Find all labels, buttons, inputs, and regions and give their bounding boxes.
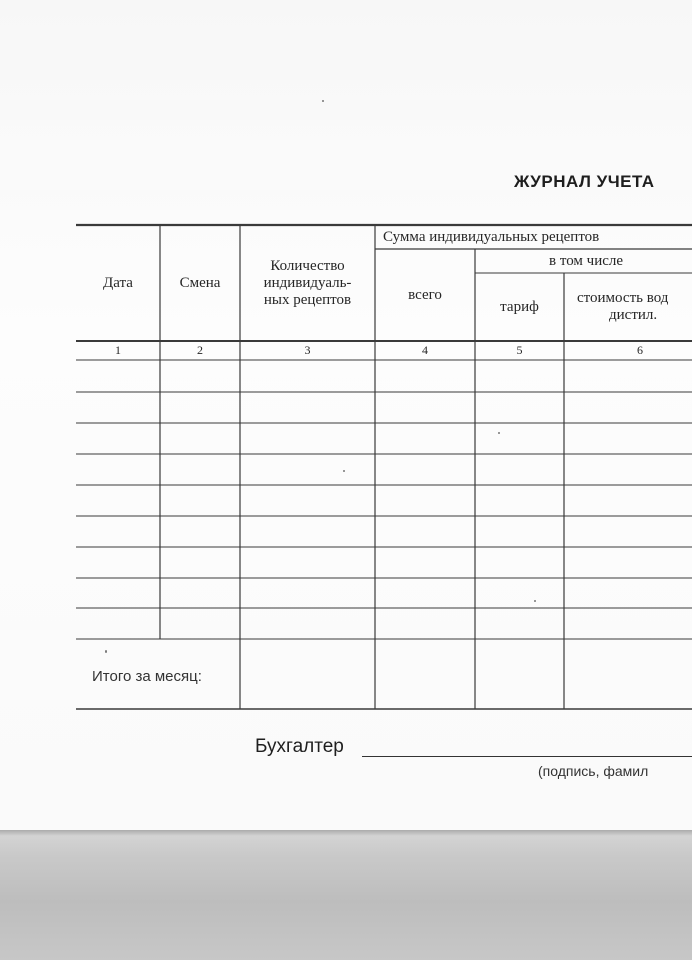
signature-line xyxy=(362,756,692,757)
header-water-line2: дистил. xyxy=(609,307,658,323)
header-date: Дата xyxy=(103,274,133,291)
scan-speck xyxy=(498,432,500,434)
scan-speck xyxy=(343,470,345,472)
scan-speck xyxy=(105,650,107,653)
header-total: всего xyxy=(408,286,442,303)
column-number-5: 5 xyxy=(516,343,523,357)
header-tariff: тариф xyxy=(500,298,539,315)
scan-shadow xyxy=(0,830,692,960)
header-recipe-count-line1: Количество xyxy=(270,257,345,274)
journal-title: ЖУРНАЛ УЧЕТА xyxy=(514,172,655,191)
column-number-3: 3 xyxy=(304,343,311,357)
column-number-1: 1 xyxy=(115,343,121,357)
header-recipe-count xyxy=(240,225,375,341)
header-water-line1: стоимость вод xyxy=(577,290,669,306)
header-sum: Сумма индивидуальных рецептов xyxy=(383,228,600,245)
column-number-6: 6 xyxy=(637,343,643,357)
scan-speck xyxy=(322,100,324,102)
column-number-4: 4 xyxy=(422,343,428,357)
header-including: в том числе xyxy=(549,252,624,269)
column-number-2: 2 xyxy=(197,343,203,357)
scan-speck xyxy=(534,600,536,602)
header-recipe-count-line3: ных рецептов xyxy=(263,291,352,308)
accountant-label: Бухгалтер xyxy=(255,736,344,757)
header-distilled-water-cost xyxy=(564,273,692,341)
signature-note: (подпись, фамил xyxy=(538,763,649,779)
header-shift: Смена xyxy=(179,274,221,291)
monthly-total-label: Итого за месяц: xyxy=(92,668,202,685)
header-recipe-count-line2: индивидуаль- xyxy=(263,274,352,291)
